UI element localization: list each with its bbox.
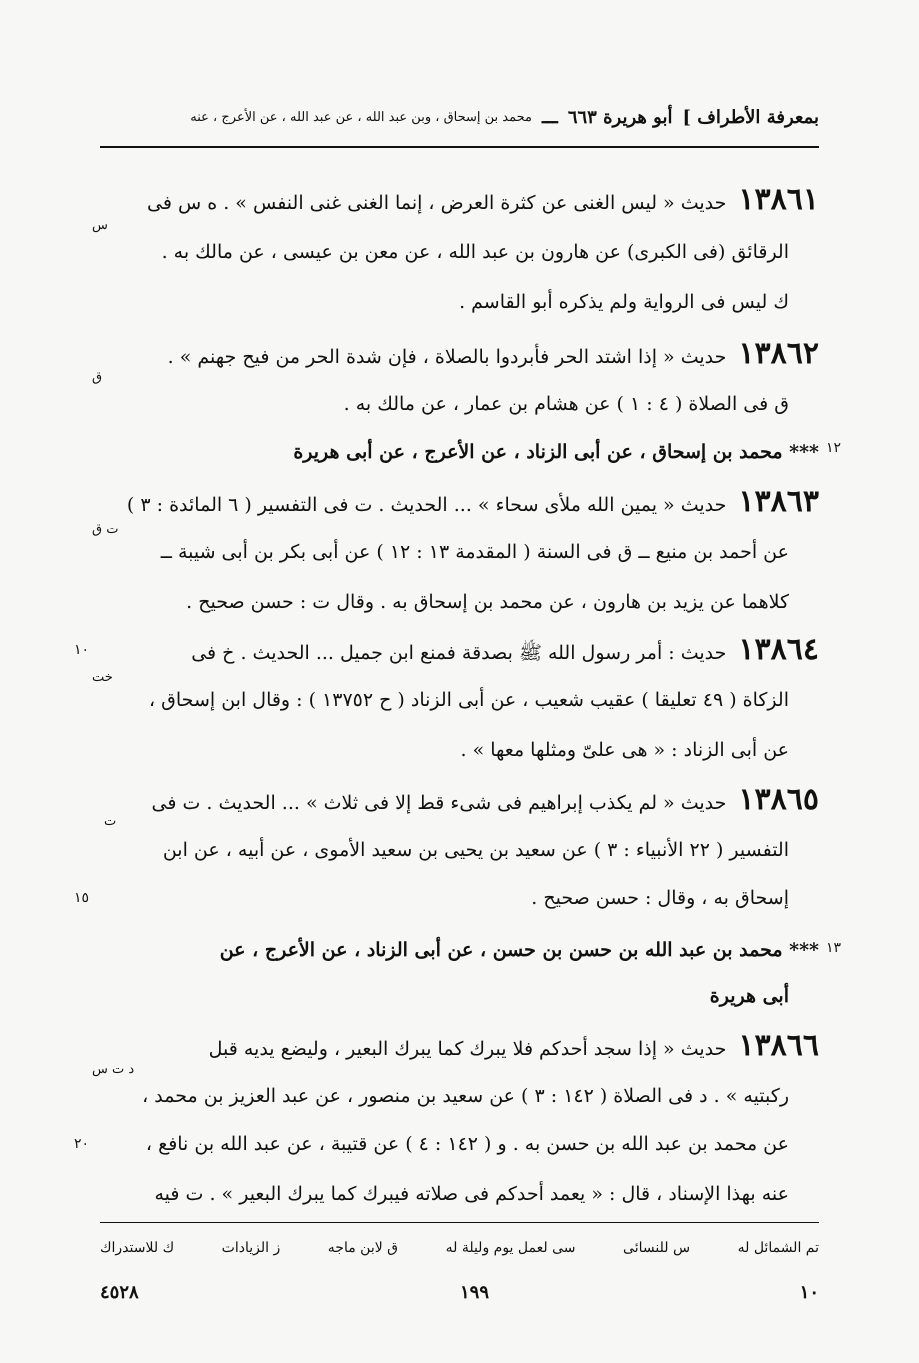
page-number: ١٩٩	[459, 1282, 489, 1303]
entry-line: عن أحمد بن منيع ــ ق فى السنة ( المقدمة ١٣ : ١٢ ) عن أبى بكر بن أبى شيبة ــ	[160, 541, 789, 563]
entry-line	[100, 336, 819, 376]
abbreviation: سى لعمل يوم وليلة له	[445, 1240, 576, 1256]
sigla: خت	[92, 670, 113, 685]
volume-number: ١٠	[799, 1282, 819, 1303]
entry-line: التفسير ( ٢٢ الأنبياء : ٣ ) عن سعيد بن يحيى بن سعيد الأموى ، عن أبيه ، عن ابن	[162, 839, 789, 861]
section-mark: ١٢	[825, 440, 841, 456]
entry-line: الرقائق (فى الكبرى) عن هارون بن عبد الله ، عن معن بن عيسى ، عن مالك به .	[161, 241, 789, 263]
sigla: ق	[92, 370, 103, 385]
entry-text: حديث « إذا سجد أحدكم فلا يبرك كما يبرك البعير ، وليضع يديه قبل	[208, 1038, 727, 1060]
abbreviation: تم الشمائل له	[737, 1240, 819, 1256]
hadith-count: ٤٥٢٨	[100, 1282, 139, 1303]
entry-number: ١٣٨٦١	[738, 182, 819, 217]
entry-text: حديث « ليس الغنى عن كثرة العرض ، إنما الغنى غنى النفس » . ه س فى	[147, 192, 727, 214]
header-rule	[100, 146, 819, 148]
entry-text: حديث « لم يكذب إبراهيم فى شىء قط إلا فى ثلاث » ... الحديث . ت فى	[151, 792, 727, 814]
abbreviation: س للنسائى	[623, 1240, 691, 1256]
entry-text: حديث « إذا اشتد الحر فأبردوا بالصلاة ، فإن شدة الحر من فيح جهنم » .	[167, 346, 727, 368]
abbreviation: ك للاستدراك	[100, 1240, 175, 1256]
abbreviation: ق لابن ماجه	[327, 1240, 399, 1256]
entry-text: حديث « يمين الله ملأى سحاء » ... الحديث . ت فى التفسير ( ٦ المائدة : ٣ )	[126, 494, 727, 516]
entry-number: ١٣٨٦٥	[738, 782, 819, 817]
abbreviation: ز الزيادات	[221, 1240, 281, 1256]
entry-line: إسحاق به ، وقال : حسن صحيح .	[531, 887, 789, 909]
entry-line: عنه بهذا الإسناد ، قال : « يعمد أحدكم فى صلاته فيبرك كما يبرك البعير » . ت فيه	[154, 1183, 789, 1205]
entry-line: عن أبى الزناد : « هى علىّ ومثلها معها » .	[460, 739, 789, 761]
margin-line-number: ١٥	[74, 890, 90, 906]
header-title: أبو هريرة ٦٦٣	[567, 106, 673, 128]
footer-rule	[100, 1222, 819, 1223]
entry-line	[100, 632, 819, 672]
entry-line	[100, 484, 819, 524]
page-numbers	[100, 1282, 819, 1310]
sigla: ت ق	[92, 522, 119, 537]
entry-line: الزكاة ( ٤٩ تعليقا ) عقيب شعيب ، عن أبى الزناد ( ح ١٣٧٥٢ ) : وقال ابن إسحاق ،	[148, 689, 789, 711]
margin-line-number: ١٠	[74, 642, 90, 658]
abbreviation-key	[100, 1240, 819, 1264]
entry-line: ركبتيه » . د فى الصلاة ( ١٤٢ : ٣ ) عن سعيد بن منصور ، عن عبد العزيز بن محمد ،	[142, 1085, 789, 1107]
sigla: ت	[104, 814, 117, 829]
section-heading-continued: أبى هريرة	[709, 985, 789, 1007]
entry-text: حديث : أمر رسول الله ﷺ بصدقة فمنع ابن جميل ... الحديث . خ فى	[191, 642, 727, 664]
header-dash: ـــ	[541, 106, 558, 128]
page-header	[100, 100, 819, 134]
sigla: د ت س	[92, 1062, 135, 1077]
margin-line-number: ٢٠	[74, 1136, 90, 1152]
entry-line: ك ليس فى الرواية ولم يذكره أبو القاسم .	[459, 291, 789, 313]
entry-number: ١٣٨٦٦	[738, 1028, 819, 1063]
entry-line: كلاهما عن يزيد بن هارون ، عن محمد بن إسحاق به . وقال ت : حسن صحيح .	[186, 591, 789, 613]
sigla: س	[92, 218, 108, 233]
entry-line	[100, 782, 819, 822]
entry-line: ق فى الصلاة ( ٤ : ١ ) عن هشام بن عمار ، عن مالك به .	[343, 393, 789, 415]
header-subtitle: محمد بن إسحاق ، وبن عبد الله ، عن عبد الله ، عن الأعرج ، عنه	[190, 109, 532, 125]
entry-number: ١٣٨٦٢	[738, 336, 819, 371]
entry-number: ١٣٨٦٣	[738, 484, 819, 519]
entry-line	[100, 1028, 819, 1068]
entry-line: عن محمد بن عبد الله بن حسن به . و ( ١٤٢ : ٤ ) عن قتيبة ، عن عبد الله بن نافع ،	[145, 1133, 789, 1155]
section-heading: *** محمد بن عبد الله بن حسن بن حسن ، عن أبى الزناد ، عن الأعرج ، عن	[219, 939, 819, 961]
header-left-text: بمعرفة الأطراف ]	[682, 106, 819, 128]
entry-number: ١٣٨٦٤	[738, 632, 819, 667]
entry-line	[100, 182, 819, 222]
section-heading: *** محمد بن إسحاق ، عن أبى الزناد ، عن الأعرج ، عن أبى هريرة	[293, 441, 819, 463]
section-mark: ١٣	[825, 940, 841, 956]
